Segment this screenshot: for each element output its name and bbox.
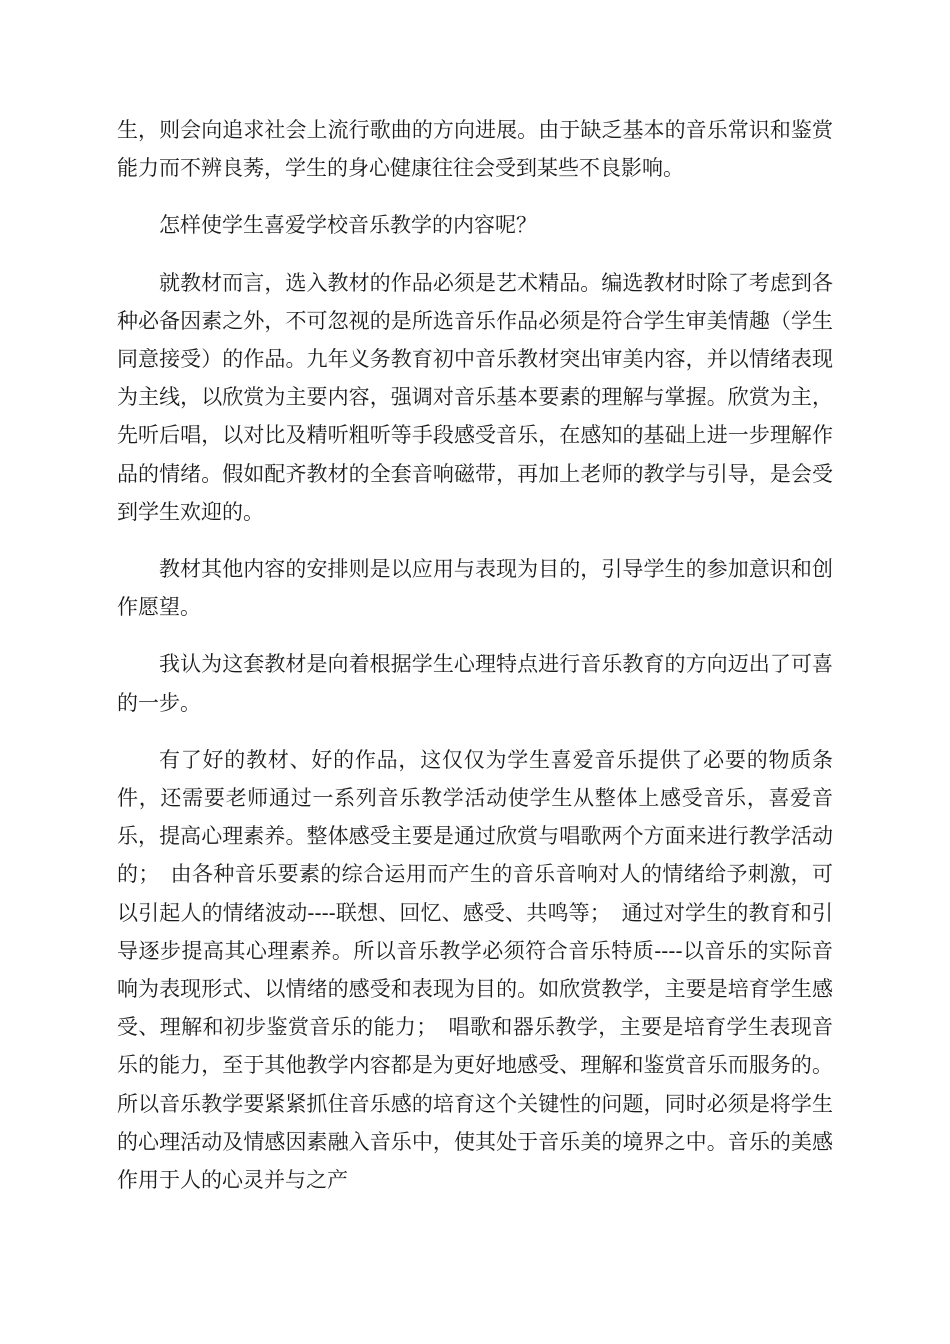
document-page xyxy=(117,111,833,1218)
paragraph-textbook: 就教材而言，选入教材的作品必须是艺术精品。编选教材时除了考虑到各种必备因素之外，不可忽视的是所选音乐作品必须是符合学生审美情趣（学生同意接受）的作品。九年义务教育初中音乐教材突出审美内容，并以情绪表现为主线，以欣赏为主要内容，强调对音乐基本要素的理解与掌握。欣赏为主，先听后唱，以对比及精听粗听等手段感受音乐，在感知的基础上进一步理解作品的情绪。假如配齐教材的全套音响磁带，再加上老师的教学与引导，是会受到学生欢迎的。 xyxy=(117,270,833,524)
paragraph-continuation: 生，则会向追求社会上流行歌曲的方向进展。由于缺乏基本的音乐常识和鉴赏能力而不辨良莠，学生的身心健康往往会受到某些不良影响。 xyxy=(117,118,833,181)
paragraph-other-content: 教材其他内容的安排则是以应用与表现为目的，引导学生的参加意识和创作愿望。 xyxy=(117,557,833,620)
paragraph-opinion: 我认为这套教材是向着根据学生心理特点进行音乐教育的方向迈出了可喜的一步。 xyxy=(117,652,833,715)
paragraph-question: 怎样使学生喜爱学校音乐教学的内容呢？ xyxy=(159,213,537,238)
paragraph-teaching-activities: 有了好的教材、好的作品，这仅仅为学生喜爱音乐提供了必要的物质条件，还需要老师通过一系列音乐教学活动使学生从整体上感受音乐，喜爱音乐，提高心理素养。整体感受主要是通过欣赏与唱歌两个方面来进行教学活动的； 由各种音乐要素的综合运用而产生的音乐音响对人的情绪给予刺激，可以引起人的情绪波动----联想、回忆、感受、共鸣等； 通过对学生的教育和引导逐步提高其心理素养。所以音乐教学必须符合音乐特质----以音乐的实际音响为表现形式、以情绪的感受和表现为目的。如欣赏教学，主要是培育学生感受、理解和初步鉴赏音乐的能力； 唱歌和器乐教学，主要是培育学生表现音乐的能力，至于其他教学内容都是为更好地感受、理解和鉴赏音乐而服务的。所以音乐教学要紧紧抓住音乐感的培育这个关键性的问题，同时必须是将学生的心理活动及情感因素融入音乐中，使其处于音乐美的境界之中。音乐的美感作用于人的心灵并与之产 xyxy=(117,747,833,1193)
